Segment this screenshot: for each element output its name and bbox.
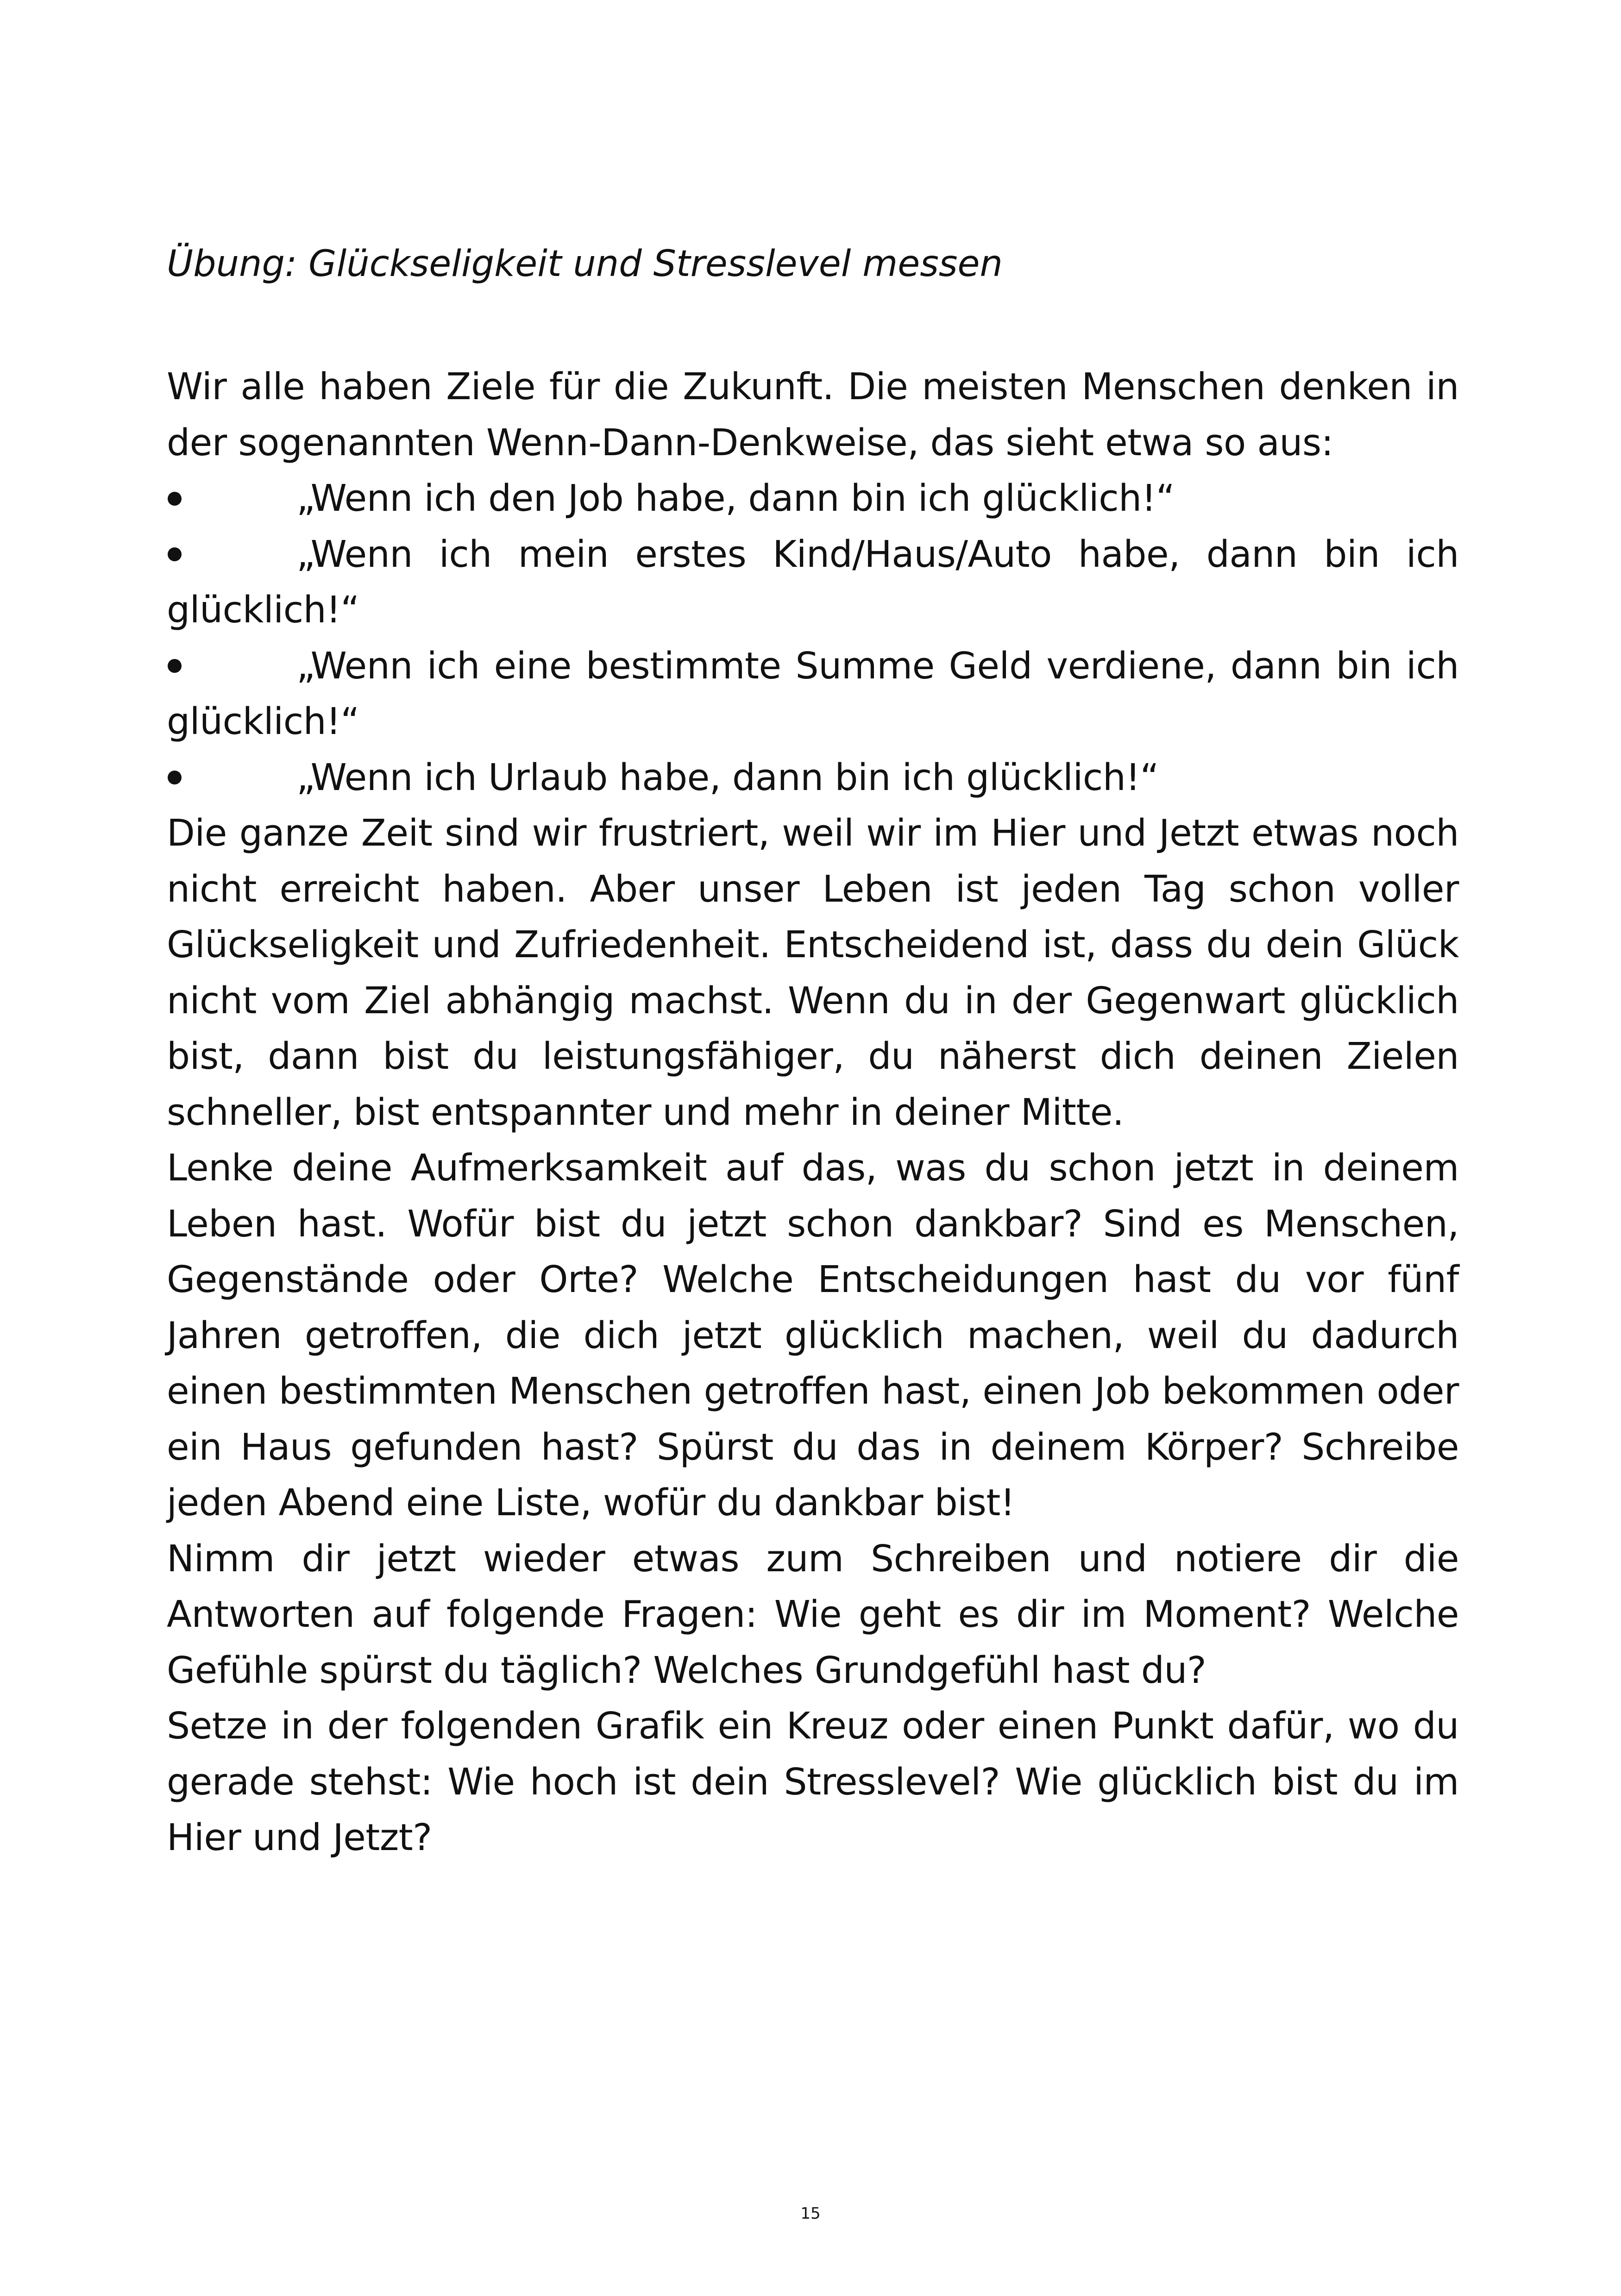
bullet-item	[167, 638, 1459, 750]
bullet-icon	[167, 470, 296, 527]
bullet-text: „Wenn ich Urlaub habe, dann bin ich glücklich!“	[296, 756, 1159, 799]
intro-paragraph: Wir alle haben Ziele für die Zukunft. Die meisten Menschen denken in der sogenannten Wenn-Dann-Denkweise, das sieht etwa so aus:	[167, 365, 1459, 464]
bullet-text: „Wenn ich den Job habe, dann bin ich glücklich!“	[296, 477, 1175, 520]
bullet-icon	[167, 638, 296, 694]
bullet-icon	[167, 750, 296, 806]
bullet-item	[167, 527, 1459, 638]
page-number: 15	[800, 2204, 821, 2223]
paragraph-questions: Nimm dir jetzt wieder etwas zum Schreiben und notiere dir die Antworten auf folgende Fragen: Wie geht es dir im Moment? Welche Gefühle spürst du täglich? Welches Grundgefühl hast du?	[167, 1537, 1459, 1692]
bullet-item	[167, 470, 1459, 527]
body-text	[167, 359, 1459, 1866]
exercise-heading: Übung: Glückseligkeit und Stresslevel messen	[167, 243, 1003, 285]
bullet-text: „Wenn ich eine bestimmte Summe Geld verdiene, dann bin ich glücklich!“	[167, 644, 1459, 743]
paragraph-graphic-instruction: Setze in der folgenden Grafik ein Kreuz oder einen Punkt dafür, wo du gerade stehst: Wie hoch ist dein Stresslevel? Wie glücklich bist du im Hier und Jetzt?	[167, 1705, 1459, 1859]
paragraph-gratitude: Lenke deine Aufmerksamkeit auf das, was du schon jetzt in deinem Leben hast. Wofür bist du jetzt schon dankbar? Sind es Menschen, Gegenstände oder Orte? Welche Entscheidungen hast du vor fünf Jahren getroffen, die dich jetzt glücklich machen, weil du dadurch einen bestimmten Menschen getroffen hast, einen Job bekommen oder ein Haus gefunden hast? Spürst du das in deinem Körper? Schreibe jeden Abend eine Liste, wofür du dankbar bist!	[167, 1147, 1459, 1524]
bullet-text: „Wenn ich mein erstes Kind/Haus/Auto habe, dann bin ich glücklich!“	[167, 533, 1459, 631]
bullet-item	[167, 750, 1459, 806]
paragraph-frustration: Die ganze Zeit sind wir frustriert, weil wir im Hier und Jetzt etwas noch nicht erreicht haben. Aber unser Leben ist jeden Tag schon voller Glückseligkeit und Zufriedenheit. Entscheidend ist, dass du dein Glück nicht vom Ziel abhängig machst. Wenn du in der Gegenwart glücklich bist, dann bist du leistungsfähiger, du näherst dich deinen Zielen schneller, bist entspannter und mehr in deiner Mitte.	[167, 812, 1459, 1134]
bullet-icon	[167, 527, 296, 583]
